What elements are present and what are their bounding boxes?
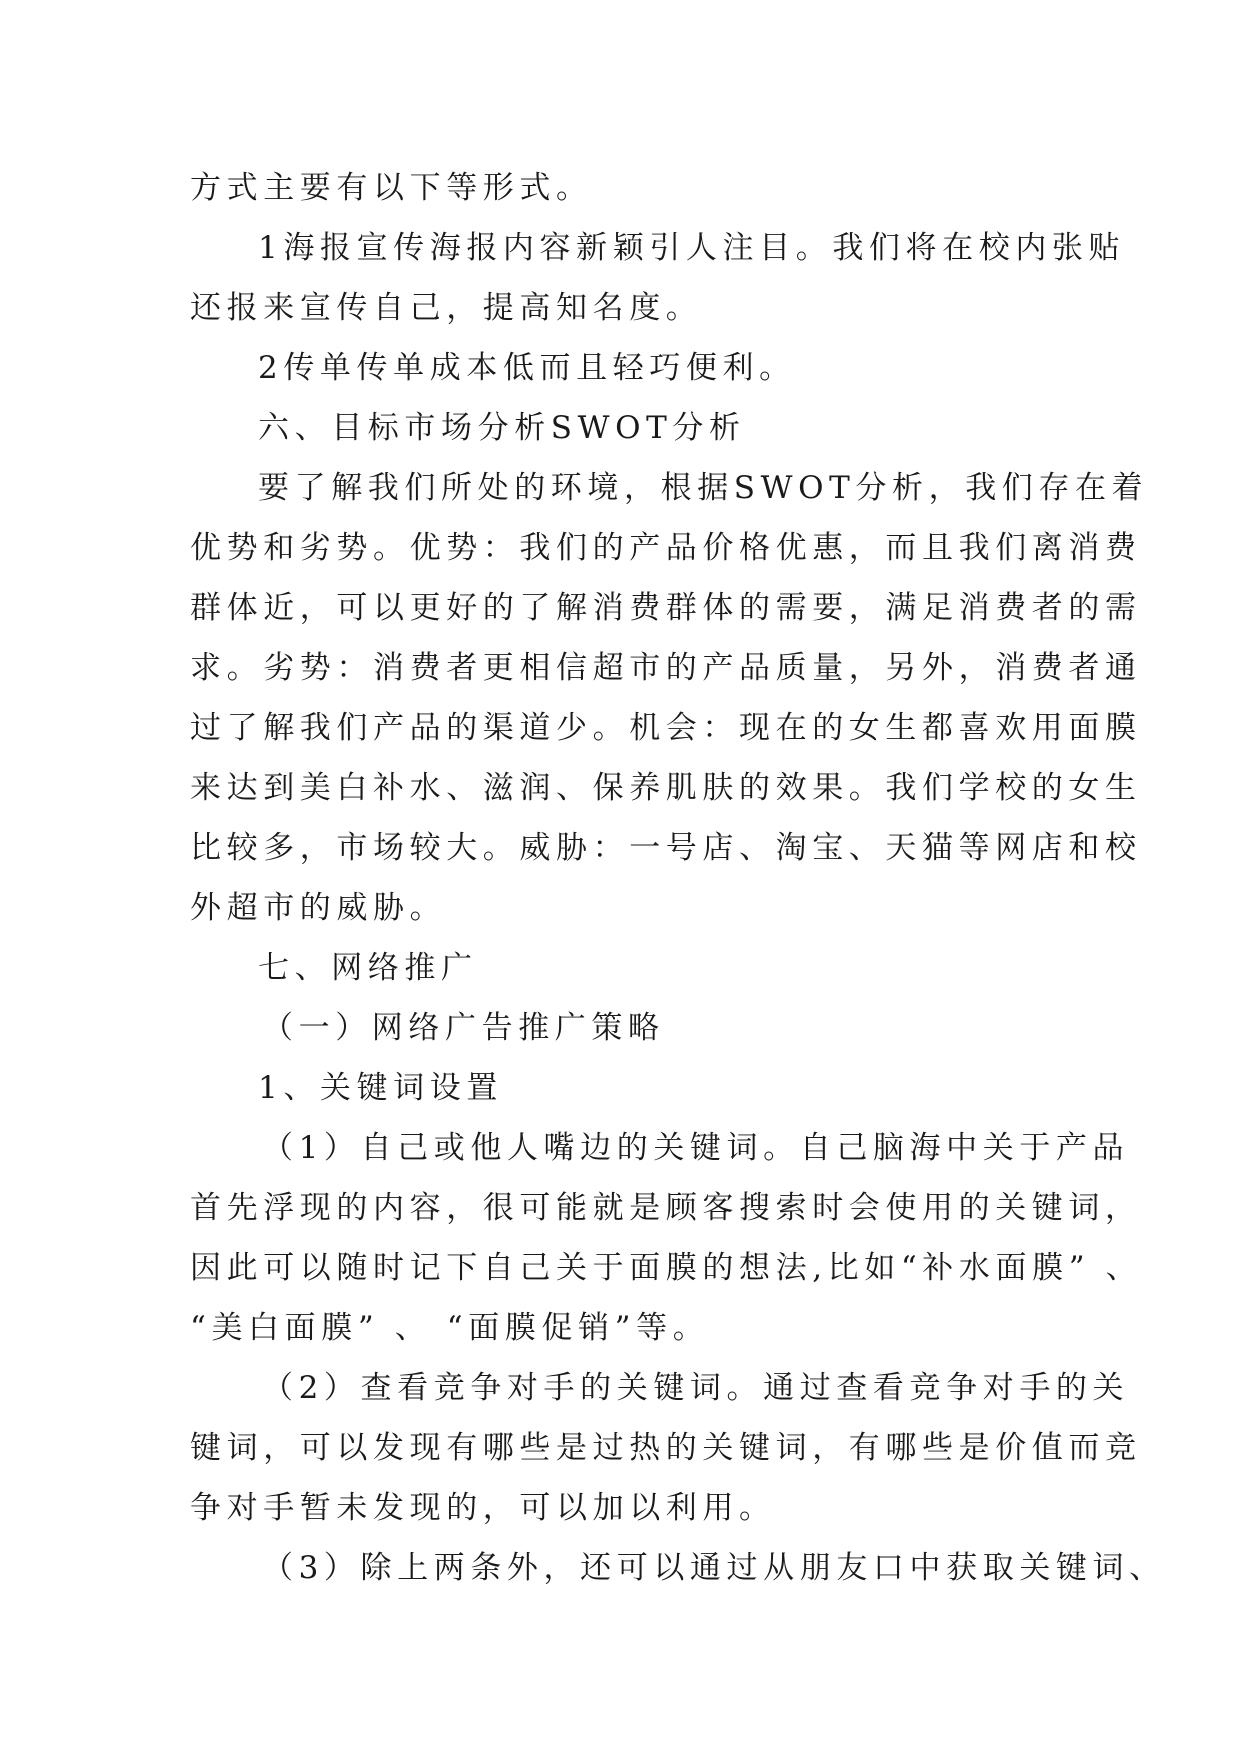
text-line: （3）除上两条外，还可以通过从朋友口中获取关键词、 <box>262 1550 1166 1586</box>
text-line: 比较多，市场较大。威胁：一号店、淘宝、天猫等网店和校 <box>190 830 1142 866</box>
text-line: 方式主要有以下等形式。 <box>190 170 593 206</box>
text-line: 群体近，可以更好的了解消费群体的需要，满足消费者的需 <box>190 590 1142 626</box>
text-line: 争对手暂未发现的，可以加以利用。 <box>190 1490 776 1526</box>
text-line: （2）查看竞争对手的关键词。通过查看竞争对手的关 <box>262 1370 1130 1406</box>
text-line: 外超市的威胁。 <box>190 890 447 926</box>
text-line: 来达到美白补水、滋润、保养肌肤的效果。我们学校的女生 <box>190 770 1142 806</box>
text-line: 键词，可以发现有哪些是过热的关键词，有哪些是价值而竞 <box>190 1430 1142 1466</box>
subsection-heading: 1、关键词设置 <box>258 1070 503 1106</box>
section-heading: 六、目标市场分析SWOT分析 <box>258 410 746 446</box>
text-line: 优势和劣势。优势：我们的产品价格优惠，而且我们离消费 <box>190 530 1142 566</box>
subsection-heading: （一）网络广告推广策略 <box>262 1010 665 1046</box>
text-line: 首先浮现的内容，很可能就是顾客搜索时会使用的关键词， <box>190 1190 1142 1226</box>
text-line: 2传单传单成本低而且轻巧便利。 <box>258 350 796 386</box>
text-line: 要了解我们所处的环境，根据SWOT分析，我们存在着 <box>258 470 1149 506</box>
text-line: 还报来宣传自己，提高知名度。 <box>190 290 703 326</box>
text-line: 1海报宣传海报内容新颖引人注目。我们将在校内张贴 <box>258 230 1126 266</box>
section-heading: 七、网络推广 <box>258 950 478 986</box>
text-line: 因此可以随时记下自己关于面膜的想法,比如“补水面膜” 、 <box>190 1250 1143 1286</box>
text-line: 求。劣势：消费者更相信超市的产品质量，另外，消费者通 <box>190 650 1142 686</box>
text-line: “美白面膜” 、 “面膜促销”等。 <box>190 1310 710 1346</box>
text-line: 过了解我们产品的渠道少。机会：现在的女生都喜欢用面膜 <box>190 710 1142 746</box>
text-line: （1）自己或他人嘴边的关键词。自己脑海中关于产品 <box>262 1130 1130 1166</box>
